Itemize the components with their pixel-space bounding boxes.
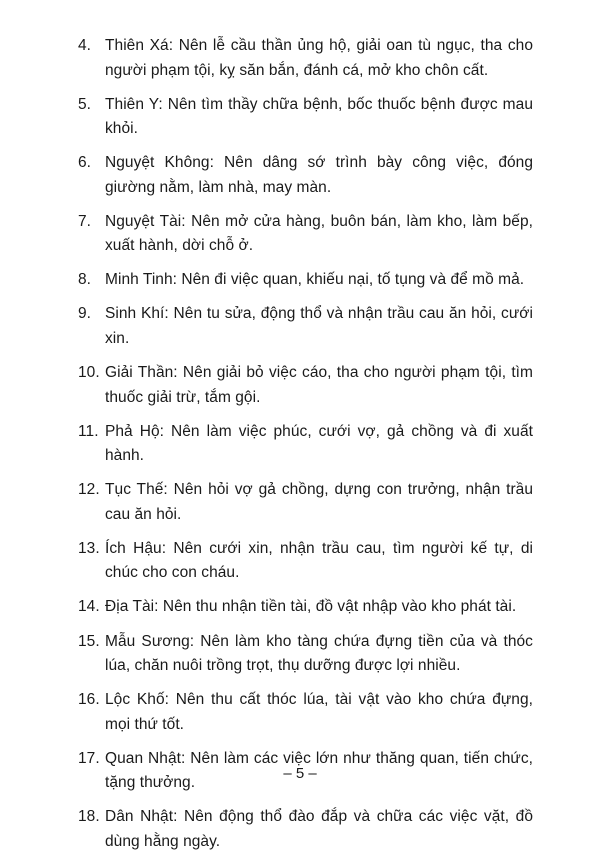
item-number: 15.: [78, 632, 100, 650]
item-number: 4.: [78, 37, 92, 54]
item-number: 12.: [78, 481, 100, 499]
list-item: [78, 361, 533, 410]
item-number: 14.: [78, 598, 100, 616]
item-text: Mẫu Sương: Nên làm kho tàng chứa đựng tiền của và thóc lúa, chăn nuôi trồng trọt, thụ dưỡng được lợi nhiều.: [105, 632, 533, 675]
item-number: 10.: [78, 364, 100, 382]
list-item: [78, 688, 533, 737]
list-item: [78, 268, 533, 293]
list-item: [78, 537, 533, 586]
item-number: 5.: [78, 95, 92, 113]
item-number: 6.: [78, 154, 92, 172]
list-item: [78, 93, 533, 142]
item-text: Tục Thế: Nên hỏi vợ gả chồng, dựng con trưởng, nhận trầu cau ăn hỏi.: [105, 481, 533, 523]
item-number: 18.: [78, 808, 100, 826]
item-text: Ích Hậu: Nên cưới xin, nhận trầu cau, tìm người kế tự, di chúc cho con cháu.: [105, 539, 533, 582]
list-item: [78, 805, 533, 854]
list-item: [78, 630, 533, 679]
item-text: Địa Tài: Nên thu nhận tiền tài, đồ vật nhập vào kho phát tài.: [105, 598, 517, 616]
item-number: 17.: [78, 749, 100, 767]
item-text: Dân Nhật: Nên động thổ đào đắp và chữa các việc vặt, đồ dùng hằng ngày.: [105, 808, 533, 850]
item-text: Thiên Xá: Nên lễ cầu thần ủng hộ, giải oan tù ngục, tha cho người phạm tội, kỵ săn bắn, đánh cá, mở kho chôn cất.: [105, 37, 533, 79]
item-text: Giải Thần: Nên giải bỏ việc cáo, tha cho người phạm tội, tìm thuốc giải trừ, tắm gội.: [105, 364, 533, 406]
list-item: [78, 302, 533, 351]
item-text: Sinh Khí: Nên tu sửa, động thổ và nhận trầu cau ăn hỏi, cưới xin.: [105, 305, 533, 347]
item-text: Quan Nhật: Nên làm các việc lớn như thăng quan, tiến chức, tặng thưởng.: [105, 749, 533, 792]
item-number: 8.: [78, 271, 92, 289]
item-text: Lộc Khố: Nên thu cất thóc lúa, tài vật vào kho chứa đựng, mọi thứ tốt.: [105, 691, 533, 733]
item-number: 7.: [78, 212, 92, 230]
item-text: Thiên Y: Nên tìm thầy chữa bệnh, bốc thuốc bệnh được mau khỏi.: [105, 95, 533, 138]
list-item: [78, 34, 533, 83]
list-item: [78, 420, 533, 469]
auspicious-stars-list: [78, 34, 533, 864]
item-number: 16.: [78, 691, 100, 709]
item-number: 9.: [78, 305, 92, 323]
list-item: [78, 151, 533, 200]
item-text: Phả Hộ: Nên làm việc phúc, cưới vợ, gả chồng và đi xuất hành.: [105, 422, 533, 465]
item-text: Nguyệt Tài: Nên mở cửa hàng, buôn bán, làm kho, làm bếp, xuất hành, dời chỗ ở.: [105, 212, 533, 255]
list-item: [78, 595, 533, 620]
item-number: 11.: [78, 422, 99, 440]
list-item: [78, 478, 533, 527]
list-item: [78, 210, 533, 259]
item-text: Nguyệt Không: Nên dâng sớ trình bày công việc, đóng giường nằm, làm nhà, may màn.: [105, 154, 533, 196]
page-number: – 5 –: [283, 765, 317, 782]
item-number: 13.: [78, 539, 100, 557]
item-text: Minh Tinh: Nên đi việc quan, khiếu nại, tố tụng và để mồ mả.: [105, 271, 525, 289]
